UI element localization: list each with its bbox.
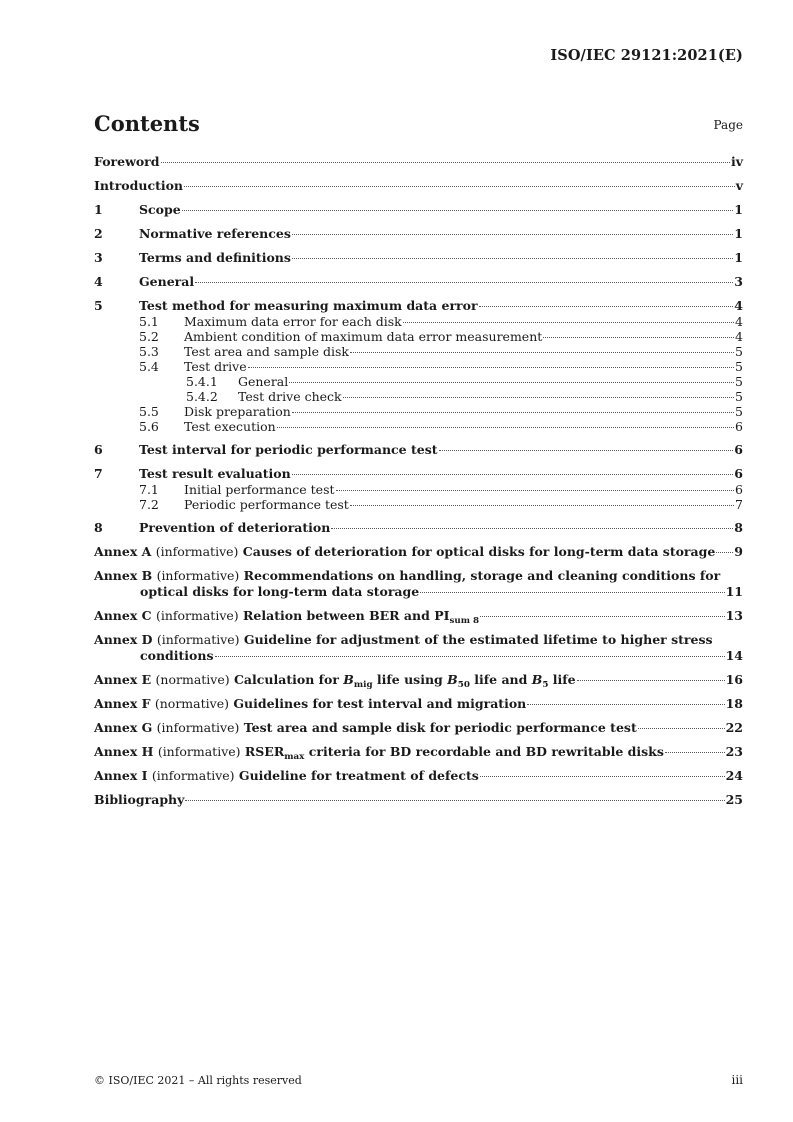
copyright-notice: © ISO/IEC 2021 – All rights reserved [94,1074,302,1087]
toc-entry-annex-i[interactable]: Annex I (informative) Guideline for treatment of defects 24 [94,768,743,783]
toc-entry-clause-5-1[interactable]: 5.1 Maximum data error for each disk 4 [139,314,743,329]
toc-entry-annex-f[interactable]: Annex F (normative) Guidelines for test interval and migration 18 [94,696,743,711]
toc-entry-clause-5-5[interactable]: 5.5 Disk preparation 5 [139,404,743,419]
page-column-label: Page [713,118,743,132]
toc-entry-annex-b[interactable]: Annex B (informative) Recommendations on handling, storage and cleaning conditions for optical disks for long-term data storage 11 [94,568,743,599]
toc-entry-annex-a[interactable]: Annex A (informative) Causes of deterioration for optical disks for long-term data storage 9 [94,544,743,559]
toc-entry-clause-3[interactable]: 3 Terms and definitions 1 [94,250,743,265]
toc-entry-clause-5-4-1[interactable]: 5.4.1 General 5 [186,374,743,389]
toc-entry-clause-5-6[interactable]: 5.6 Test execution 6 [139,419,743,434]
toc-entry-foreword[interactable]: Foreword iv [94,154,743,169]
page-title: Contents [94,111,200,136]
toc-entry-clause-8[interactable]: 8 Prevention of deterioration 8 [94,520,743,535]
toc-entry-clause-7[interactable]: 7 Test result evaluation 6 [94,466,743,481]
toc-entry-clause-6[interactable]: 6 Test interval for periodic performance test 6 [94,442,743,457]
table-of-contents [94,154,743,808]
toc-entry-clause-5-2[interactable]: 5.2 Ambient condition of maximum data error measurement 4 [139,329,743,344]
toc-entry-clause-5-3[interactable]: 5.3 Test area and sample disk 5 [139,344,743,359]
toc-entry-annex-g[interactable]: Annex G (informative) Test area and sample disk for periodic performance test 22 [94,720,743,735]
toc-entry-clause-7-1[interactable]: 7.1 Initial performance test 6 [139,482,743,497]
toc-entry-clause-7-2[interactable]: 7.2 Periodic performance test 7 [139,497,743,512]
toc-entry-annex-e[interactable]: Annex E (normative) Calculation for $B_{mig}$ life using $B_{50}$ life and $B_5$ life 16 [94,672,743,691]
document-id: ISO/IEC 29121:2021(E) [550,47,743,64]
toc-entry-annex-c[interactable]: Annex C (informative) Relation between BER and $PI_{sum 8}$ 13 [94,608,743,627]
toc-entry-annex-h[interactable]: Annex H (informative) $RSER_{max}$ criteria for BD recordable and BD rewritable disks 23 [94,744,743,763]
toc-entry-bibliography[interactable]: Bibliography 25 [94,792,743,807]
toc-entry-annex-d[interactable]: Annex D (informative) Guideline for adjustment of the estimated lifetime to higher stress conditions 14 [94,632,743,663]
page-number: iii [731,1073,743,1087]
toc-entry-introduction[interactable]: Introduction v [94,178,743,193]
toc-entry-clause-4[interactable]: 4 General 3 [94,274,743,289]
toc-entry-clause-2[interactable]: 2 Normative references 1 [94,226,743,241]
toc-entry-clause-5-4-2[interactable]: 5.4.2 Test drive check 5 [186,389,743,404]
toc-entry-clause-5-4[interactable]: 5.4 Test drive 5 [139,359,743,374]
toc-entry-clause-5[interactable]: 5 Test method for measuring maximum data error 4 [94,298,743,313]
toc-entry-clause-1[interactable]: 1 Scope 1 [94,202,743,217]
